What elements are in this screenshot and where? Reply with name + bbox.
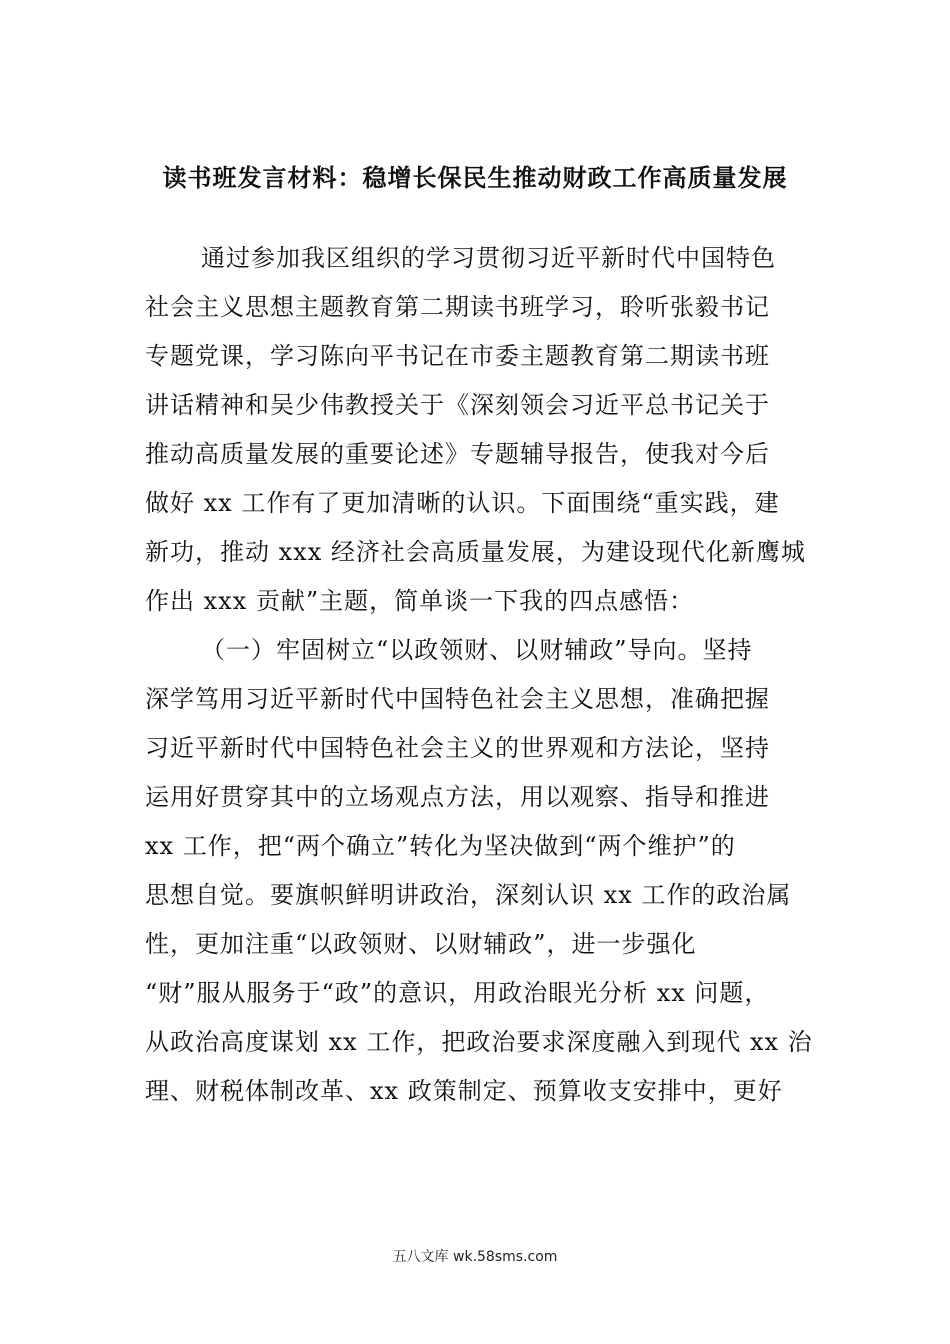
paragraph-line: 从政治高度谋划 xx 工作，把政治要求深度融入到现代 xx 治 [145,1028,813,1056]
paragraph-line: 通过参加我区组织的学习贯彻习近平新时代中国特色 [201,244,776,272]
paragraph-line: 推动高质量发展的重要论述》专题辅导报告，使我对今后 [145,440,770,468]
paragraph-line: 性，更加注重“以政领财、以财辅政”，进一步强化 [145,930,697,958]
paragraph-line: 深学笃用习近平新时代中国特色社会主义思想，准确把握 [145,685,770,713]
paragraph-line: 思想自觉。要旗帜鲜明讲政治，深刻认识 xx 工作的政治属 [145,881,792,909]
paragraph-line: 理、财税体制改革、xx 政策制定、预算收支安排中，更好 [145,1077,783,1105]
paragraph-line: 新功，推动 xxx 经济社会高质量发展，为建设现代化新鹰城 [145,538,806,566]
paragraph-line: 习近平新时代中国特色社会主义的世界观和方法论，坚持 [145,734,770,762]
page-footer: 五八文库 wk.58sms.com [392,1249,558,1265]
paragraph-line: 做好 xx 工作有了更加清晰的认识。下面围绕“重实践，建 [145,489,780,517]
paragraph-line: （一）牢固树立“以政领财、以财辅政”导向。坚持 [201,636,753,664]
paragraph-line: 作出 xxx 贡献”主题，简单谈一下我的四点感悟： [145,587,695,615]
paragraph-line: 运用好贯穿其中的立场观点方法，用以观察、指导和推进 [145,783,770,811]
paragraph-line: 讲话精神和吴少伟教授关于《深刻领会习近平总书记关于 [145,391,770,419]
paragraph-line: 专题党课，学习陈向平书记在市委主题教育第二期读书班 [145,342,770,370]
document-body [145,234,813,1116]
paragraph-line: “财”服从服务于“政”的意识，用政治眼光分析 xx 问题， [145,979,770,1007]
paragraph-line: 社会主义思想主题教育第二期读书班学习，聆听张毅书记 [145,293,770,321]
document-title: 读书班发言材料：稳增长保民生推动财政工作高质量发展 [162,163,788,192]
paragraph-line: xx 工作，把“两个确立”转化为坚决做到“两个维护”的 [145,832,736,860]
